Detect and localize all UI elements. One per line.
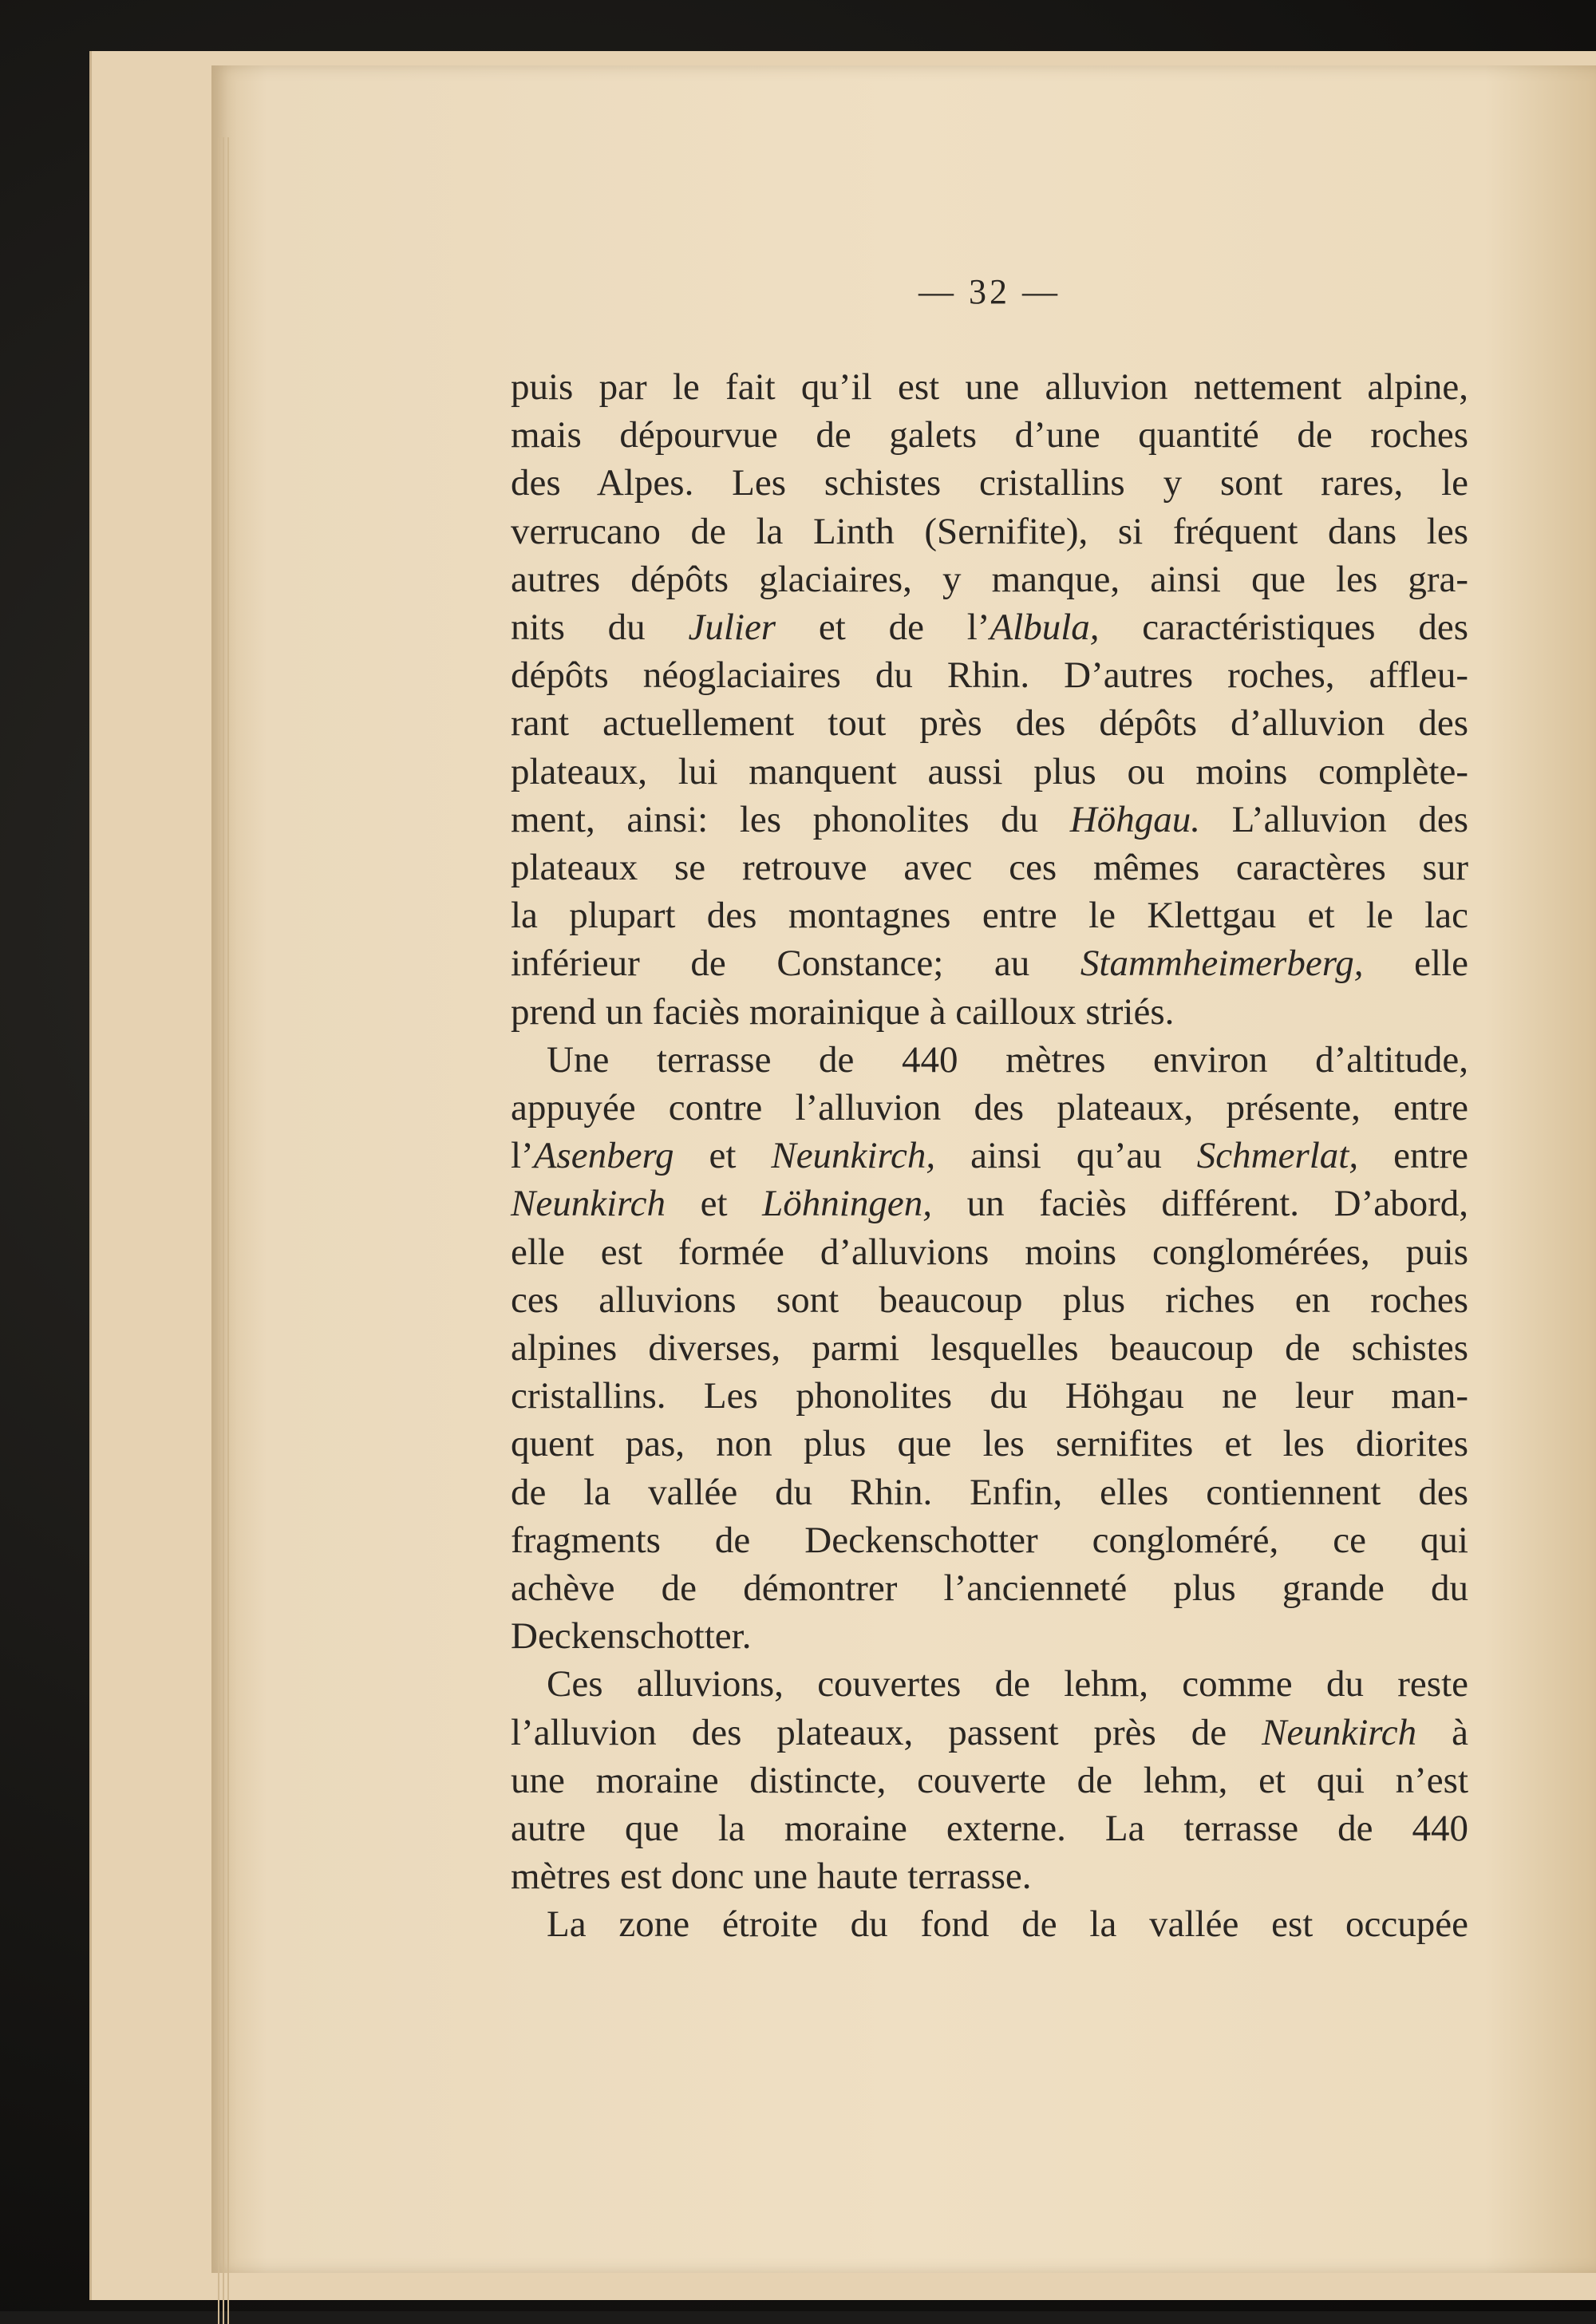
text-line: une moraine distincte, couverte de lehm, et qui n’est xyxy=(511,1759,1468,1801)
text-line: nits du Julier et de l’Albula, caractéristiques des xyxy=(511,607,1468,648)
text-line: verrucano de la Linth (Sernifite), si fréquent dans les xyxy=(511,510,1468,552)
text-line: rant actuellement tout près des dépôts d’alluvion des xyxy=(511,702,1468,745)
text-line: l’alluvion des plateaux, passent près de Neunkirch à xyxy=(511,1711,1468,1753)
text-line: des Alpes. Les schistes cristallins y sont rares, le xyxy=(511,462,1468,504)
text-line: Neunkirch et Löhningen, un faciès différent. D’abord, xyxy=(511,1183,1469,1225)
text-line: puis par le fait qu’il est une alluvion nettement alpine, xyxy=(511,366,1468,408)
text-line: cristallins. Les phonolites du Höhgau ne leur man- xyxy=(511,1375,1468,1417)
text-line: Une terrasse de 440 mètres environ d’altitude, xyxy=(547,1038,1468,1081)
text-line: mais dépourvue de galets d’une quantité de roches xyxy=(511,414,1468,457)
page-edge xyxy=(218,137,219,2324)
text-line: ment, ainsi: les phonolites du Höhgau. L’alluvion des xyxy=(511,798,1468,840)
text-line: fragments de Deckenschotter congloméré, ce qui xyxy=(511,1519,1468,1561)
text-line: La zone étroite du fond de la vallée est occupée xyxy=(547,1903,1468,1946)
text-line: elle est formée d’alluvions moins conglomérées, puis xyxy=(511,1231,1468,1273)
text-line: l’Asenberg et Neunkirch, ainsi qu’au Schmerlat, entre xyxy=(511,1135,1469,1177)
page-number: — 32 — xyxy=(918,272,1061,311)
text-line: prend un faciès morainique à cailloux striés. xyxy=(511,990,1175,1033)
text-line: plateaux se retrouve avec ces mêmes caractères sur xyxy=(511,847,1468,888)
text-line: la plupart des montagnes entre le Klettgau et le lac xyxy=(511,895,1468,937)
text-line: inférieur de Constance; au Stammheimerberg, elle xyxy=(511,943,1468,985)
text-line: alpines diverses, parmi lesquelles beaucoup de schistes xyxy=(511,1327,1468,1369)
text-line: autre que la moraine externe. La terrasse de 440 xyxy=(511,1808,1468,1849)
page-edge xyxy=(223,137,224,2324)
text-line: quent pas, non plus que les sernifites et les diorites xyxy=(511,1423,1468,1465)
text-line: Deckenschotter. xyxy=(511,1615,752,1658)
text-line: ces alluvions sont beaucoup plus riches en roches xyxy=(511,1279,1468,1321)
text-line: de la vallée du Rhin. Enfin, elles contiennent des xyxy=(511,1471,1468,1513)
page-edge xyxy=(227,137,229,2324)
text-line: dépôts néoglaciaires du Rhin. D’autres roches, affleu- xyxy=(511,654,1468,697)
text-line: appuyée contre l’alluvion des plateaux, présente, entre xyxy=(511,1087,1468,1128)
text-line: Ces alluvions, couvertes de lehm, comme du reste xyxy=(547,1663,1468,1705)
text-line: autres dépôts glaciaires, y manque, ainsi que les gra- xyxy=(511,558,1468,600)
text-line: mètres est donc une haute terrasse. xyxy=(511,1856,1032,1898)
text-line: plateaux, lui manquent aussi plus ou moins complète- xyxy=(511,750,1468,792)
text-line: achève de démontrer l’ancienneté plus grande du xyxy=(511,1567,1468,1609)
